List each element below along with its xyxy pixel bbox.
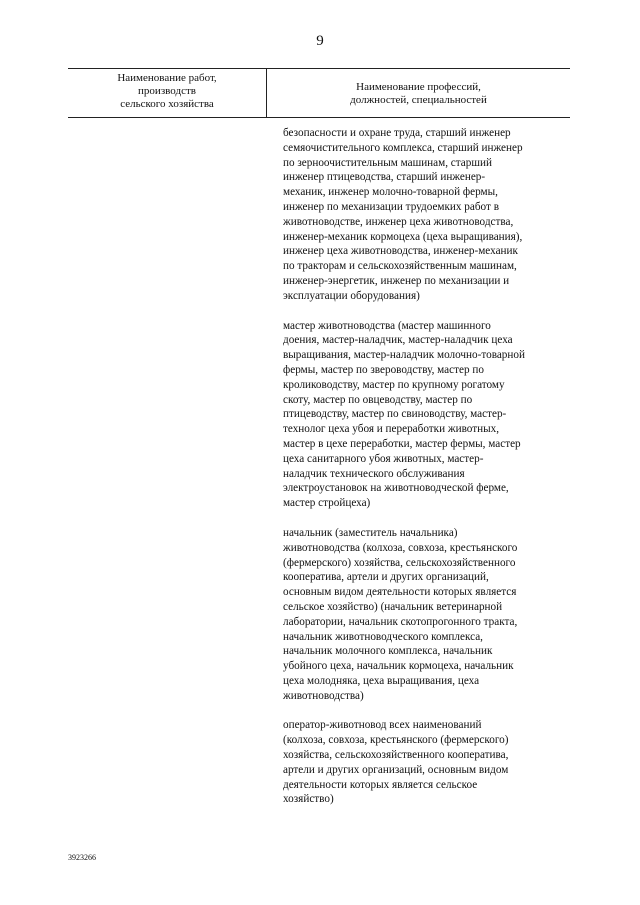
- text-line: оператор-животновод всех наименований: [283, 719, 482, 732]
- text-line: механик, инженер молочно-товарной фермы,: [283, 186, 498, 199]
- text-line: эксплуатации оборудования): [283, 289, 420, 302]
- text-line: фермы, мастер по звероводству, мастер по: [283, 363, 484, 376]
- text-line: животноводства): [283, 689, 364, 702]
- text-line: инженер-механик кормоцеха (цеха выращивания),: [283, 230, 523, 243]
- column-header-works: [68, 72, 266, 111]
- page-number: 9: [316, 33, 324, 49]
- header-line: Наименование работ,: [117, 72, 217, 84]
- text-line: мастер стройцеха): [283, 497, 371, 510]
- header-line: Наименование профессий,: [356, 81, 481, 93]
- text-line: начальник молочного комплекса, начальник: [283, 645, 493, 658]
- column-header-professions: [267, 81, 570, 107]
- text-line: кооператива, артели и других организаций,: [283, 571, 489, 584]
- profession-entry: [283, 319, 583, 511]
- profession-entry: [283, 718, 583, 807]
- text-line: птицеводству, мастер по свиноводству, мастер-: [283, 408, 507, 421]
- text-line: убойного цеха, начальник кормоцеха, начальник: [283, 660, 514, 673]
- text-line: семяочистительного комплекса, старший инженер: [283, 141, 523, 154]
- text-line: хозяйство): [283, 793, 334, 806]
- text-line: лаборатории, начальник скотопрогонного тракта,: [283, 615, 518, 628]
- text-line: (колхоза, совхоза, крестьянского (фермерского): [283, 734, 509, 747]
- text-line: начальник (заместитель начальника): [283, 526, 458, 539]
- header-line: производств: [138, 85, 196, 97]
- profession-entry: [283, 126, 583, 304]
- text-line: выращивания, мастер-наладчик молочно-товарной: [283, 349, 525, 362]
- text-line: животноводстве, инженер цеха животноводства,: [283, 215, 514, 228]
- text-line: по тракторам и сельскохозяйственным машинам,: [283, 260, 517, 273]
- text-line: инженер по механизации трудоемких работ в: [283, 200, 499, 213]
- text-line: начальник животноводческого комплекса,: [283, 630, 483, 643]
- header-line: сельского хозяйства: [120, 98, 214, 110]
- profession-entry: [283, 526, 583, 704]
- professions-column: [283, 126, 583, 822]
- text-line: мастер в цехе переработки, мастер фермы, мастер: [283, 437, 521, 450]
- text-line: (фермерского) хозяйства, сельскохозяйственного: [283, 556, 516, 569]
- text-line: основным видом деятельности которых является: [283, 586, 517, 599]
- text-line: по зерноочистительным машинам, старший: [283, 156, 492, 169]
- text-line: инженер птицеводства, старший инженер-: [283, 171, 486, 184]
- text-line: инженер-энергетик, инженер по механизации и: [283, 274, 510, 287]
- text-line: кролиководству, мастер по крупному рогатому: [283, 378, 505, 391]
- text-line: хозяйства, сельскохозяйственного кооператива,: [283, 749, 509, 762]
- text-line: мастер животноводства (мастер машинного: [283, 319, 491, 332]
- text-line: наладчик технического обслуживания: [283, 467, 465, 480]
- text-line: инженер цеха животноводства, инженер-механик: [283, 245, 518, 258]
- text-line: деятельности которых является сельское: [283, 778, 478, 791]
- table-header: [68, 68, 570, 118]
- header-line: должностей, специальностей: [350, 94, 487, 106]
- text-line: животноводства (колхоза, совхоза, крестьянского: [283, 541, 518, 554]
- text-line: технолог цеха убоя и переработки животных,: [283, 423, 500, 436]
- text-line: цеха молодняка, цеха выращивания, цеха: [283, 674, 480, 687]
- text-line: сельское хозяйство) (начальник ветеринарной: [283, 600, 503, 613]
- text-line: электроустановок на животноводческой ферме,: [283, 482, 509, 495]
- text-line: безопасности и охране труда, старший инженер: [283, 127, 511, 139]
- text-line: скоту, мастер по овцеводству, мастер по: [283, 393, 473, 406]
- text-line: артели и других организаций, основным видом: [283, 763, 509, 776]
- text-line: цеха санитарного убоя животных, мастер-: [283, 452, 484, 465]
- document-number: 3923266: [68, 853, 96, 862]
- text-line: доения, мастер-наладчик, мастер-наладчик цеха: [283, 334, 513, 347]
